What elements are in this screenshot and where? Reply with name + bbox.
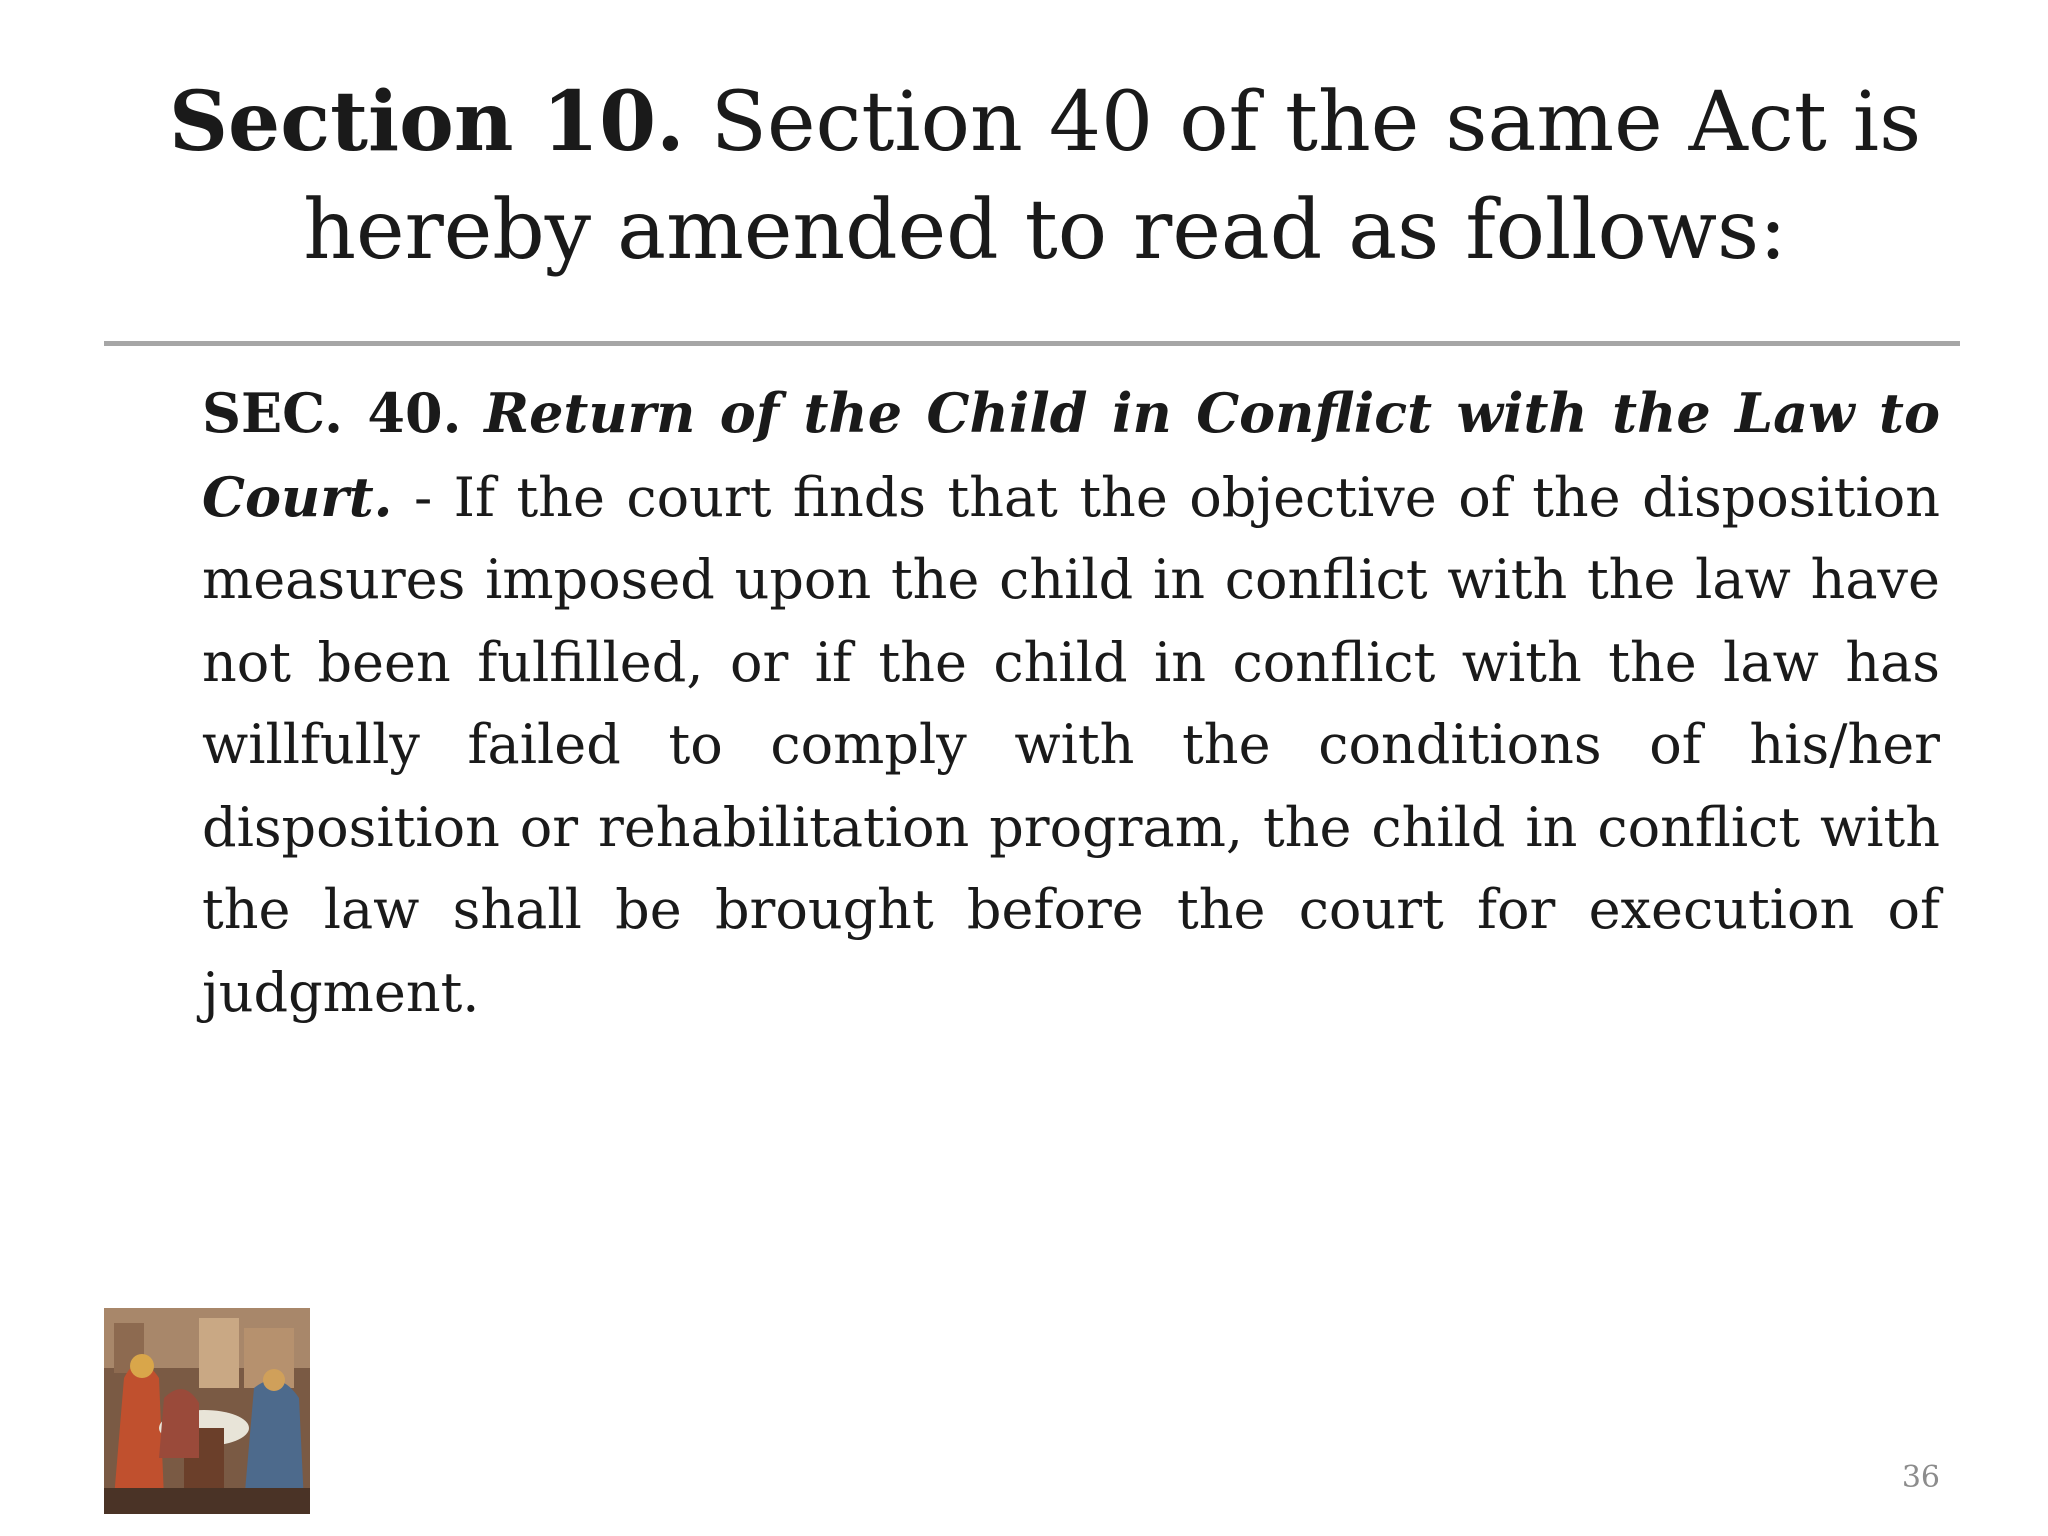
title-divider [104,341,1960,346]
section-number: SEC. 40. [202,381,462,445]
page-number: 36 [1901,1460,1940,1495]
section-body: - If the court finds that the objective of the disposition measures imposed upon the child in conflict with the law have not been fulfilled, or if the child in conflict with the law has willfully failed to comply with the conditions of his/her disposition or rehabilitation program, the child in conflict with the law shall be brought before the court for execution of judgment. [202,465,1940,1024]
title-section-label: Section 10. [168,74,685,170]
title-text: Section 40 of the same Act is hereby amended to read as follows: [303,75,1922,278]
section-paragraph [202,372,1940,1034]
painting-illustration [104,1308,310,1514]
slide-title [140,68,1950,285]
section-heading: Return of the Child in Conflict with the Law to Court. [202,381,1940,529]
religious-painting-image [104,1308,310,1514]
